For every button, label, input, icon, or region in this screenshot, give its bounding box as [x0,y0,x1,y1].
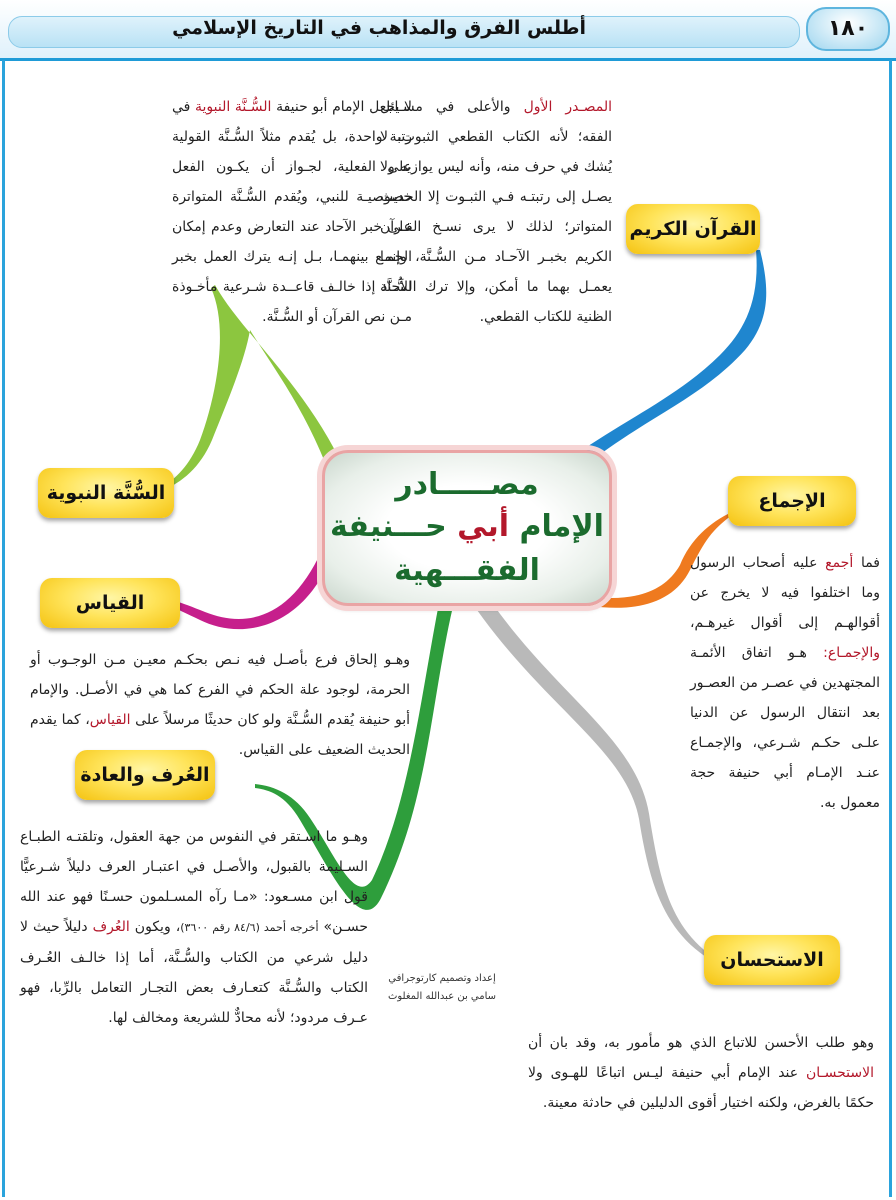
center-title-line1: مصـــــادر [395,467,539,502]
istihsan-highlight: الاستحسـان [805,1065,874,1081]
qiyas-body-a: وهـو إلحاق فرع بأصـل فيه نـص بحكـم معيـن مـن الوجـوب أو الحرمة، لوجود علة الحكم في الفرع كما هي في الأصـل. والإمام أبو حنيفة يُقدم السُّـنَّة ولو كان حديثًا مرسلاً على [30,652,410,728]
ijma-highlight-1: أجمع [825,555,854,571]
label-qiyas: القياس [40,578,180,628]
page-number: ١٨٠ [806,7,890,51]
center-title-line3: الفقـــهية [394,553,540,588]
urf-body-c: دليلاً حيث لا دليل شرعي من الكتاب والسُّـنَّة، أما إذا خالـف العُـرف الكتاب والسُّـنَّة كتعـارف بعض التجـار التعامل بالرِّبا، فهو عـرف مردود؛ لأنه محادٌّ للشريعة ومخالف لها. [20,919,368,1026]
text-istihsan [528,1028,874,1168]
urf-highlight: العُرف [92,919,130,935]
quran-highlight: المصـدر الأول [523,99,613,115]
ijma-body-a: فما [853,555,880,571]
sunnah-body-b: في رتبة واحدة، بل يُقدم مثلاً السُّـنَّة القولية على الفعلية، لجـواز أن يكـون الفعل خصوصيـة للنبي، ويُقدم السُّـنَّة المتواترة على خبر الآحاد عند التعارض وعدم إمكان الجمـع بينهمـا، بـل إنـه يترك العمل بخبر الآحاد إذا خالـف قاعــدة شـرعية مأخـوذة مـن نص القرآن أو السُّـنَّة. [172,99,412,325]
center-title-line2 [325,509,609,544]
center-title-imam: الإمام [509,509,604,544]
center-title-abi: أبي [457,509,510,544]
urf-citation: أخرجه أحمد (٨٤/٦ رقم ٣٦٠٠) [180,921,319,934]
page-title: أطلس الفرق والمذاهب في التاريخ الإسلامي [172,17,586,39]
label-urf: العُرف والعادة [75,750,215,800]
ijma-highlight-2: والإجمـاع: [823,645,880,661]
credit-line2: سامي بن عبدالله المغلوث [387,991,497,1002]
urf-body-a: وهـو ما اسـتقر في النفوس من جهة العقول، وتلقتـه الطبـاع السـليمة بالقبول، والأصـل في اعتبـار العرف دليلاً شـرعيًّا قول ابن مسـعود: «مـا رآه المسـلمون حسـنًا فهو عند الله حسـن» [20,829,369,935]
quran-body: والأعلى في مسـائل الفقه؛ لأنه الكتاب القطعي الثبوت، لا يُشك في حرف منه، وأنه ليس يوازيه ولا يصـل إلى رتبتـه فـي الثبـوت إلا الحديث المتواتر؛ لذلك لا يرى نسـخ القـرآن الكريم بخبـر الآحـاد مـن السُّـنَّة، وإنما يعمـل بهما ما أمكن، وإلا ترك السُّـنَّة الظنية للكتاب القطعي. [380,99,612,325]
text-quran [380,92,612,362]
text-qiyas [30,645,410,765]
label-ijma: الإجماع [728,476,856,526]
sunnah-highlight: السُّـنَّة النبوية [195,99,272,115]
ijma-body-c: هـو اتفاق الأئمـة المجتهدين في عصـر من العصـور بعد انتقال الرسول عن الدنيا علـى حكـم شـرعي، والإجمـاع عنـد الإمـام أبي حنيفة حجة معمول به. [690,645,880,811]
branch-istihsan [470,600,718,963]
center-title-box [322,450,612,606]
text-sunnah [172,92,412,432]
label-istihsan: الاستحسان [704,935,840,985]
center-title-hanifa: حـــنيفة [330,509,458,544]
istihsan-body-a: وهو طلب الأحسن للاتباع الذي هو مأمور به، وقد بان أن [528,1035,874,1051]
design-credit [382,970,502,1006]
text-urf [20,822,368,1167]
qiyas-body-b: ، كما يقدم الحديث الضعيف على القياس. [30,712,410,758]
label-quran: القرآن الكريم [626,204,760,254]
qiyas-highlight: القياس [89,712,131,728]
ijma-body-b: عليه أصحاب الرسول وما اختلفوا فيه لا يخرج عن أقوالهـم إلى أقوال غيرهـم، [690,555,880,631]
credit-line1: إعداد وتصميم كارتوجرافي [388,973,496,984]
urf-body-b: ، ويكون [129,919,181,935]
text-ijma [690,548,880,893]
istihsan-body-b: عند الإمام أبي حنيفة ليـس اتباعًا للهـوى ولا حكمًا بالغرض، ولكنه اختيار أقوى الدليلين في حادثة معينة. [528,1065,874,1111]
label-sunnah: السُّنَّة النبوية [38,468,174,518]
sunnah-body-a: لا يجعل الإمام أبو حنيفة [271,99,413,115]
